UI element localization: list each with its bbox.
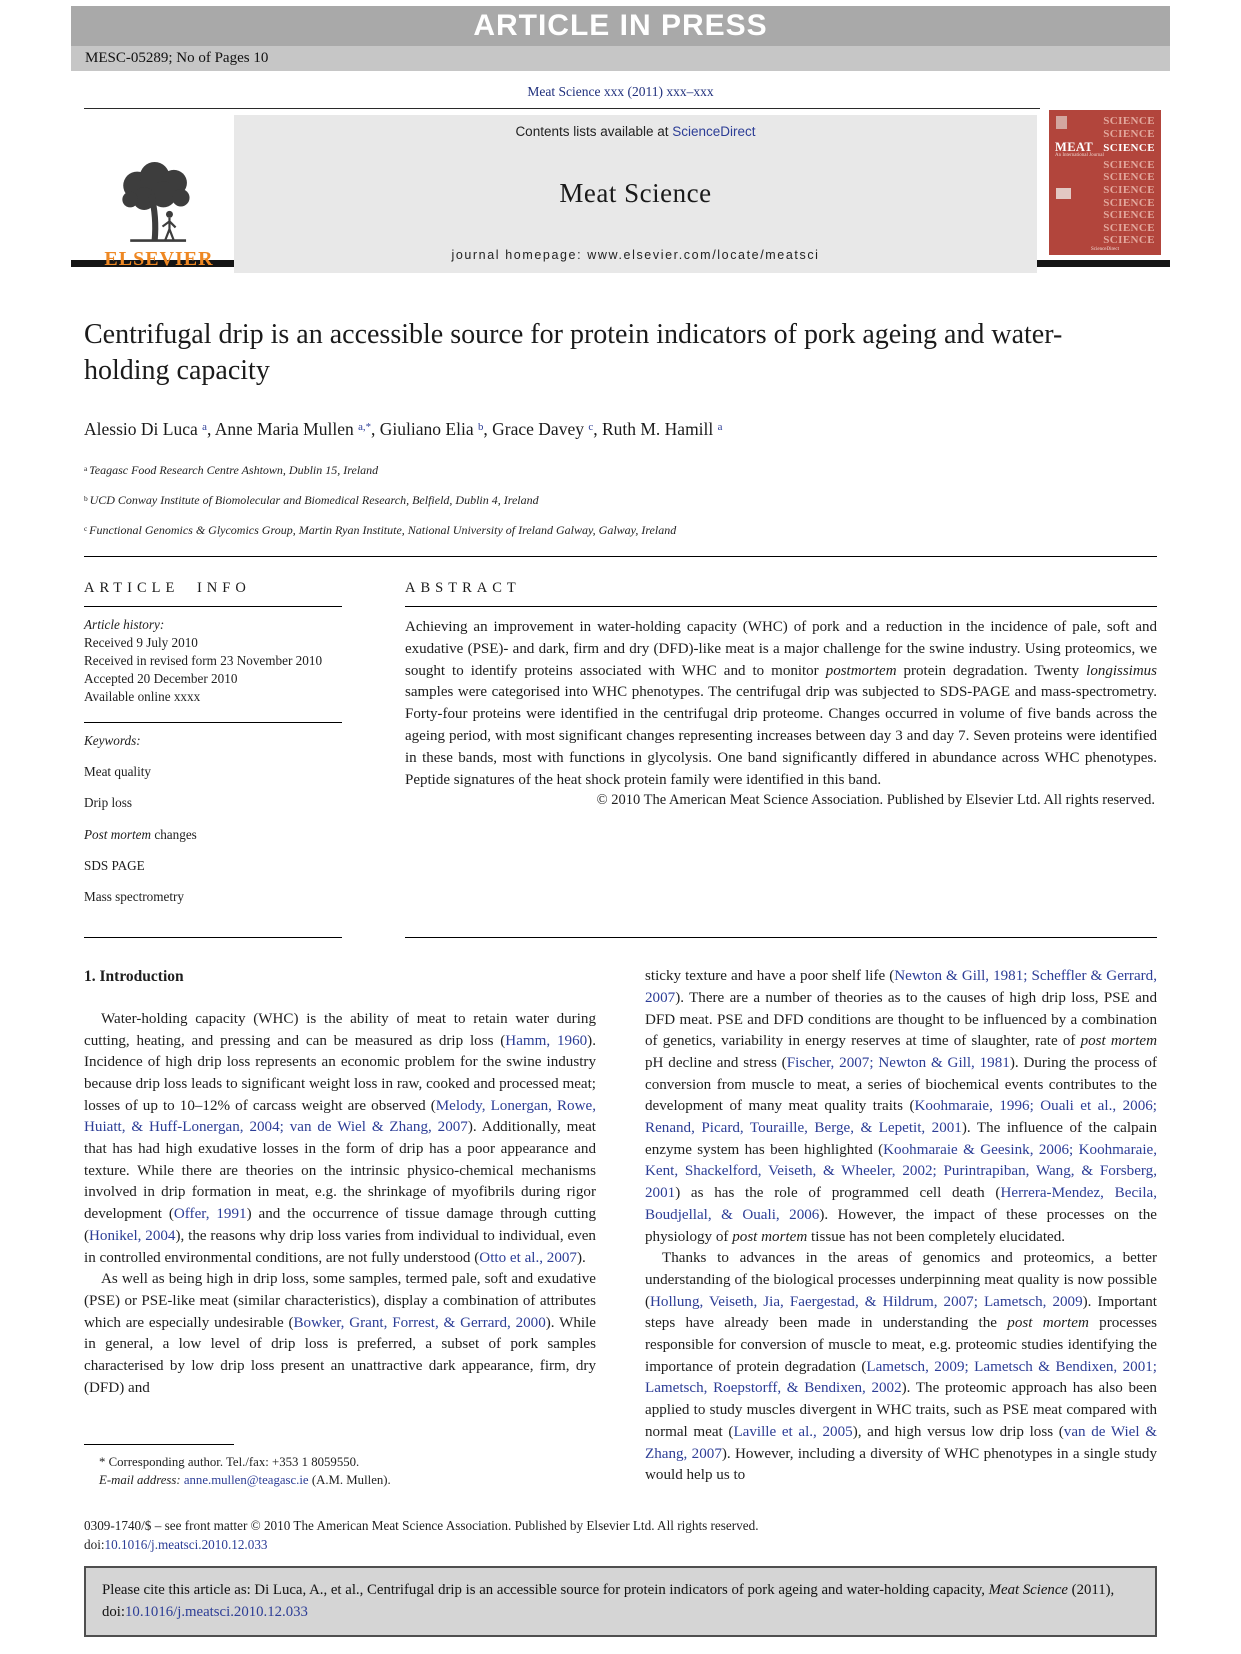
text-segment: (2011), doi: [102, 1582, 1115, 1620]
affiliations [84, 462, 1157, 540]
info-abstract-section [84, 556, 1157, 938]
title-block [84, 267, 1157, 540]
doi-link[interactable]: 10.1016/j.meatsci.2010.12.033 [125, 1603, 308, 1620]
text-segment: processes responsible for conversion of muscle to meat, e.g. proteomic studies identifying the importance of protein degradation ( [645, 1315, 1157, 1375]
citation-link[interactable]: Bowker, Grant, Forrest, & Gerrard, 2000 [293, 1314, 546, 1331]
cover-subtitle: An International Journal [1055, 152, 1104, 158]
text-segment: post mortem [732, 1228, 808, 1245]
citation-link[interactable]: Hollung, Veiseth, Jia, Faergestad, & Hildrum, 2007; Lametsch, 2009 [650, 1293, 1083, 1310]
right-column-paragraphs [645, 966, 1157, 1487]
article-info-column [84, 557, 342, 938]
authors-line [84, 419, 1157, 440]
affiliation-line [84, 522, 1157, 540]
cover-science-word: SCIENCE [1103, 115, 1155, 127]
article-in-press-band [71, 6, 1170, 46]
text-segment: ). However, including a diversity of WHC phenotypes in a single study would help us to [645, 1445, 1157, 1484]
text-segment: ), and high versus low drip loss ( [852, 1423, 1064, 1440]
footnote-rule [84, 1444, 234, 1445]
body-paragraph [84, 1269, 596, 1399]
body-right-column [645, 966, 1157, 1487]
citation-link[interactable]: Laville et al., 2005 [733, 1423, 853, 1440]
text-segment: b [84, 493, 90, 503]
author-affil-sup: b [477, 421, 484, 434]
cover-science-word: SCIENCE [1103, 127, 1155, 140]
text-segment: As well as being high in drip loss, some samples, termed pale, soft and exudative (PSE) or PSE-like meat (similar characteristics), display a combination of attributes which are especially undesirable ( [84, 1271, 596, 1331]
text-segment: pH decline and stress ( [645, 1054, 787, 1071]
text-segment: ). While in general, a low level of drip loss is preferred, a subset of pork samples characterised by low drip loss present an unattractive dark appearance, firm, dry (DFD) and [84, 1314, 596, 1396]
cover-science-word: SCIENCE [1103, 171, 1155, 184]
abstract-column [405, 557, 1157, 938]
body-columns [84, 966, 1157, 1487]
keyword [84, 857, 342, 875]
text-segment: longissimus [1086, 662, 1158, 679]
affiliation-line [84, 492, 1157, 510]
text-segment: (A.M. Mullen). [308, 1472, 391, 1487]
text-segment: post mortem [1080, 1033, 1157, 1050]
contents-list-line [515, 124, 755, 139]
elsevier-tree-icon [111, 159, 207, 252]
text-segment: , Ruth M. Hamill [593, 419, 718, 439]
author-affil-sup: a [717, 421, 723, 434]
citation-link[interactable]: Koohmaraie, 1996; Ouali et al., 2006; Renand, Picard, Touraille, Berge, & Lepetit, 2001 [645, 1098, 1157, 1137]
contents-list-text: Contents lists available at [515, 124, 673, 139]
text-segment: Functional Genomics & Glycomics Group, Martin Ryan Institute, National University of Ireland Galway, Galway, Ireland [89, 523, 677, 537]
text-segment: tissue has not been completely elucidated. [807, 1228, 1066, 1245]
citation-link[interactable]: Fischer, 2007; Newton & Gill, 1981 [786, 1054, 1010, 1071]
affiliation-line [84, 462, 1157, 480]
text-segment: Thanks to advances in the areas of genomics and proteomics, a better understanding of the biological processes underpinning meat quality is now possible ( [645, 1250, 1157, 1310]
text-segment: c [84, 523, 90, 533]
text-segment: Meat Science [988, 1582, 1068, 1598]
cover-science-word: SCIENCE [1103, 196, 1155, 209]
text-segment: Mass spectrometry [84, 888, 184, 904]
text-segment: ) and the occurrence of tissue damage through cutting ( [84, 1206, 596, 1244]
cover-society-logo [1056, 188, 1071, 199]
text-segment: postmortem [825, 662, 897, 679]
text-segment: Drip loss [84, 795, 132, 811]
text-segment: ) as has the role of programmed cell death ( [675, 1185, 1001, 1202]
citation-link[interactable]: Koohmaraie & Geesink, 2006; Koohmaraie, Kent, Shackelford, Veiseth, & Wheeler, 2002; Purintrapiban, Wang, & Forsberg, 2001 [645, 1141, 1158, 1202]
article-history [84, 607, 342, 722]
section-heading-introduction: 1. Introduction [84, 968, 184, 986]
cover-row [1055, 234, 1155, 247]
keyword [84, 763, 342, 781]
journal-name: Meat Science [559, 178, 712, 208]
cover-meat-title: MEAT [1055, 140, 1094, 155]
article-history-lines [84, 634, 342, 706]
body-paragraph [84, 1009, 596, 1269]
doi-line [84, 1535, 759, 1554]
text-segment: , Anne Maria Mullen [206, 419, 359, 439]
elsevier-logo [84, 115, 234, 273]
keyword [84, 794, 342, 812]
keyword [84, 888, 342, 906]
masthead [84, 108, 1157, 270]
email-link[interactable]: anne.mullen@teagasc.ie [183, 1472, 309, 1487]
citation-link[interactable]: Otto et al., 2007 [479, 1249, 577, 1266]
manuscript-id-band [71, 46, 1170, 71]
cover-science-word: SCIENCE [1103, 209, 1155, 222]
text-segment: Water-holding capacity (WHC) is the ability of meat to retain water during cutting, heating, and pressing and can be measured as drip loss ( [84, 1010, 596, 1049]
cover-science-word: SCIENCE [1103, 234, 1155, 247]
citation-link[interactable]: Hamm, 1960 [505, 1032, 588, 1049]
body-paragraph [645, 966, 1157, 1248]
article-in-press-title: ARTICLE IN PRESS [473, 9, 768, 42]
footnote-line-2 [99, 1472, 599, 1490]
text-segment: ). The influence of the calpain enzyme system has been highlighted ( [645, 1120, 1158, 1158]
cover-science-word: SCIENCE [1103, 221, 1155, 234]
text-segment: post mortem [1007, 1315, 1089, 1332]
keywords-block [84, 723, 342, 937]
cover-row [1055, 115, 1155, 128]
body-left-column [84, 966, 596, 1487]
article-in-press-banner [71, 6, 1170, 71]
text-segment: E-mail address: [99, 1472, 184, 1487]
text-segment: Please cite this article as: Di Luca, A., et al., Centrifugal drip is an accessible source for protein indicators of pork ageing and water-holding capacity, [102, 1582, 989, 1598]
citation-link[interactable]: Melody, Lonergan, Rowe, Huiatt, & Huff-Lonergan, 2004; van de Wiel & Zhang, 2007 [84, 1097, 596, 1136]
citation-link[interactable]: Lametsch, 2009; Lametsch & Bendixen, 2001; Lametsch, Roepstorff, & Bendixen, 2002 [645, 1358, 1157, 1397]
cover-elsevier-mini-logo [1056, 116, 1067, 129]
page-footer [84, 1516, 759, 1554]
cover-row [1055, 222, 1155, 235]
text-segment: SDS PAGE [84, 857, 145, 873]
keywords-label: Keywords: [84, 733, 141, 748]
text-segment: doi: [84, 1537, 105, 1552]
text-segment: ). Additionally, meat that has had high exudative losses in the form of drip has a poor appearance and texture. While there are theories on the intrinsic physico-chemical mechanisms involved in drip formation in meat, e.g. the shrinkage of myofibrils during rigor development ( [84, 1119, 596, 1223]
please-cite-box [84, 1566, 1157, 1637]
text-segment: Teagasc Food Research Centre Ashtown, Dublin 15, Ireland [89, 463, 379, 477]
text-segment: changes [151, 826, 197, 842]
journal-reference-line: Meat Science xxx (2011) xxx–xxx [527, 84, 714, 99]
text-segment: Alessio Di Luca [84, 419, 203, 439]
cover-science-title: SCIENCE [1103, 142, 1155, 155]
cover-row [1055, 128, 1155, 141]
text-segment: Achieving an improvement in water-holding capacity (WHC) of pork and a reduction in the incidence of pale, soft and exudative (PSE)- and dark, firm and dry (DFD)-like meat is a major challenge for the swine industry. Using proteomics, we sought to identify proteins associated with WHC and to monitor [405, 619, 1157, 679]
keywords-list [84, 763, 342, 906]
cover-row [1055, 159, 1155, 172]
corresponding-author-footnote [84, 1444, 599, 1489]
text-segment: ). There are a number of theories as to the causes of high drip loss, PSE and DFD meat. PSE and DFD conditions are thought to be influenced by a combination of genetics, variability in energy reserves at time of slaughter, rate of [645, 989, 1157, 1050]
text-segment: a [84, 463, 90, 473]
journal-homepage-link[interactable]: journal homepage: www.elsevier.com/locate/meatsci [451, 248, 820, 262]
text-segment: sticky texture and have a poor shelf life ( [645, 968, 895, 985]
journal-cover-thumbnail [1049, 110, 1161, 255]
footnote-line-1 [99, 1454, 599, 1472]
article-title: Centrifugal drip is an accessible source for protein indicators of pork ageing and water-holding capacity [84, 319, 1063, 386]
citation-link[interactable]: Honikel, 2004 [89, 1227, 176, 1244]
text-segment: ). Important steps have already been made in understanding the [645, 1293, 1158, 1332]
text-segment: ). The proteomic approach has also been applied to study muscles divergent in WHC traits, such as PSE meat compared with normal meat ( [645, 1380, 1157, 1440]
text-segment: ). During the process of conversion from muscle to meat, a series of biochemical events contributes to the development of many meat quality traits ( [645, 1054, 1157, 1115]
cover-row [1055, 140, 1155, 153]
cover-science-word: SCIENCE [1103, 183, 1155, 196]
left-column-paragraphs [84, 1009, 596, 1400]
author-affil-sup: a [202, 421, 207, 434]
text-segment: samples were categorised into WHC phenotypes. The centrifugal drip was subjected to SDS-PAGE and mass-spectrometry. Forty-four proteins were identified in the centrifugal drip proteome. Changes occurred in volume of five bands across the ageing period, with most significant changes representing increases between day 3 and day 7. Seven proteins were identified in these bands, most with functions in glycolysis. One band significantly differed in abundance across WHC phenotypes. Peptide signatures of the heat shock protein family were identified in this band. [405, 684, 1157, 788]
text-line: Accepted 20 December 2010 [84, 671, 238, 686]
text-segment: * Corresponding author. Tel./fax: +353 1 8059550. [99, 1455, 360, 1469]
author-affil-sup: c [588, 421, 594, 434]
citation-link[interactable]: van de Wiel & Zhang, 2007 [645, 1423, 1157, 1462]
text-line: Received in revised form 23 November 2010 [84, 653, 323, 668]
masthead-center-box [234, 115, 1037, 273]
text-segment: , Grace Davey [483, 419, 589, 439]
elsevier-wordmark: ELSEVIER [104, 248, 214, 270]
text-segment: ). However, the impact of these processes on the physiology of [645, 1206, 1157, 1245]
author-affil-sup: a,* [358, 421, 372, 434]
cover-row [1055, 171, 1155, 184]
cover-science-word: SCIENCE [1103, 158, 1155, 171]
citation-link[interactable]: Newton & Gill, 1981; Scheffler & Gerrard, 2007 [645, 968, 1158, 1006]
text-segment: protein degradation. Twenty [896, 662, 1087, 679]
text-line: Received 9 July 2010 [84, 635, 198, 650]
doi-link[interactable]: 10.1016/j.meatsci.2010.12.033 [104, 1537, 268, 1552]
text-segment: ). [576, 1249, 586, 1266]
citation-link[interactable]: Herrera-Mendez, Becila, Boudjellal, & Ouali, 2006 [645, 1185, 1158, 1223]
text-line: Available online xxxx [84, 689, 201, 704]
issn-copyright-line: 0309-1740/$ – see front matter © 2010 The American Meat Science Association. Published by Elsevier Ltd. All rights reserved. [84, 1518, 759, 1533]
journal-cover-rows [1055, 115, 1155, 247]
abstract-text [405, 607, 1157, 791]
text-segment: ), the reasons why drip loss varies from individual to individual, even in controlled environmental conditions, are not fully understood ( [84, 1227, 596, 1266]
abstract-heading: ABSTRACT [405, 580, 521, 596]
abstract-copyright: © 2010 The American Meat Science Association. Published by Elsevier Ltd. All rights reserved. [596, 792, 1155, 809]
keyword [84, 826, 342, 844]
text-segment: , Giuliano Elia [371, 419, 478, 439]
text-segment: UCD Conway Institute of Biomolecular and Biomedical Research, Belfield, Dublin 4, Ireland [89, 493, 539, 507]
text-segment: Meat quality [84, 764, 152, 780]
manuscript-id: MESC-05289; No of Pages 10 [85, 50, 269, 66]
column-gap [342, 557, 405, 938]
body-paragraph [645, 1248, 1157, 1487]
article-info-heading: ARTICLE INFO [84, 580, 251, 596]
citation-link[interactable]: Offer, 1991 [173, 1206, 247, 1223]
article-history-label: Article history: [84, 617, 165, 632]
text-segment: Post mortem [84, 826, 152, 842]
cover-row [1055, 209, 1155, 222]
text-segment: ). Incidence of high drip loss represents an economic problem for the swine industry because drip loss leads to significant weight loss in raw, cooked and processed meat; losses of up to 10–12% of carcass weight are observed ( [84, 1032, 596, 1114]
cover-footer-text: ScienceDirect [1090, 247, 1120, 252]
sciencedirect-link[interactable]: ScienceDirect [672, 124, 756, 139]
